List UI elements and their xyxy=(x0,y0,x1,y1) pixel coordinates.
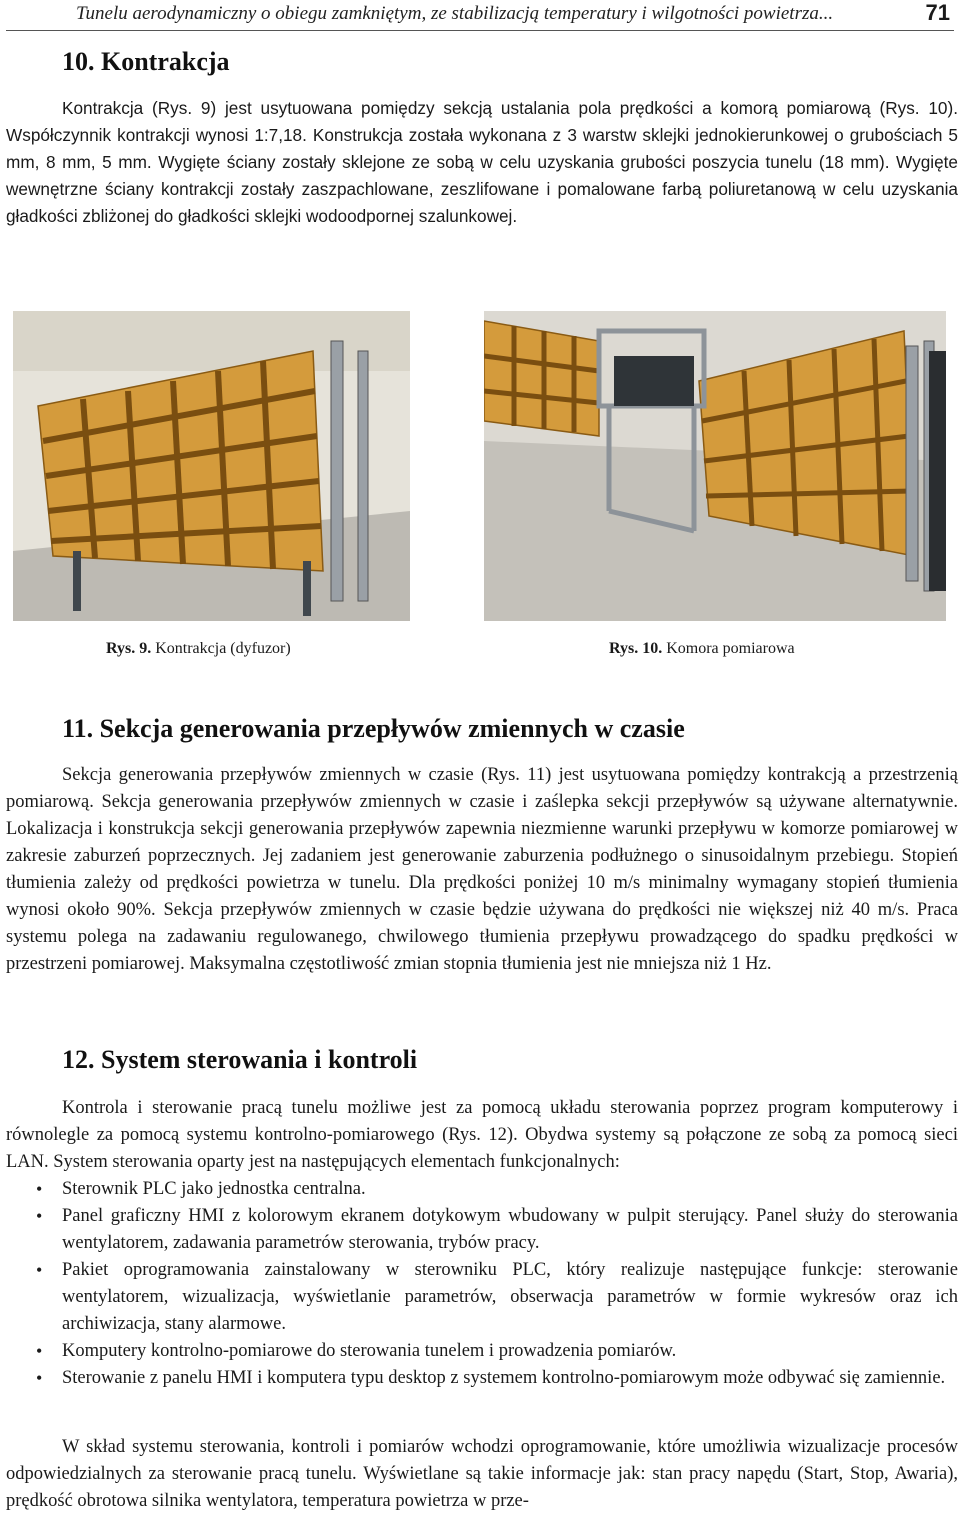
figure-10-text: Komora pomiarowa xyxy=(666,640,795,657)
contraction-photo xyxy=(13,311,410,621)
bullet-icon: • xyxy=(36,1260,43,1280)
list-item-text: Komputery kontrolno-pomiarowe do sterowania tunelem i prowadzenia pomiarów. xyxy=(62,1341,677,1361)
bullet-icon: • xyxy=(36,1341,43,1361)
section-11-paragraph: Sekcja generowania przepływów zmiennych w czasie (Rys. 11) jest usytuowana pomiędzy kontrakcją a przestrzenią pomiarową. Sekcja generowania przepływów zmiennych w czasie i zaślepka sekcji przepływów są używane alternatywnie. Lokalizacja i konstrukcja sekcji generowania przepływów zapewnia niezmienne warunki przepływu w komorze pomiarowej w zakresie zaburzeń poprzecznych. Jej zadaniem jest generowanie zaburzenia podłużnego o sinusoidalnym przebiegu. Stopień tłumienia zależy od prędkości powietrza w tunelu. Dla prędkości poniżej 10 m/s minimalny wymagany stopień tłumienia wynosi około 90%. Sekcja przepływów zmiennych w czasie będzie używana do prędkości nie większej niż 40 m/s. Praca systemu polega na zadawaniu regulowanego, chwilowego tłumienia przepływu prowadzącego do spadku prędkości w przestrzeni pomiarowej. Maksymalna częstotliwość zmian stopnia tłumienia jest nie mniejsza niż 1 Hz. xyxy=(6,765,958,974)
page-number: 71 xyxy=(925,0,950,25)
chamber-photo xyxy=(484,311,946,621)
section-12-heading: 12. System sterowania i kontroli xyxy=(62,1045,418,1074)
bullet-icon: • xyxy=(36,1368,43,1388)
list-item-text: Panel graficzny HMI z kolorowym ekranem dotykowym wbudowany w pulpit sterujący. Panel służy do sterowania wentylatorem, zadawania parametrów sterowania, trybów pracy. xyxy=(62,1206,958,1253)
bullet-icon: • xyxy=(36,1206,43,1226)
figure-10-label: Rys. 10. xyxy=(609,640,663,657)
contraction-photo-drawing xyxy=(13,311,410,621)
figure-9-text: Kontrakcja (dyfuzor) xyxy=(155,640,291,657)
list-item xyxy=(6,1257,958,1338)
section-10-paragraph: Kontrakcja (Rys. 9) jest usytuowana pomiędzy sekcją ustalania pola prędkości a komorą pomiarową (Rys. 10). Współczynnik kontrakcji wynosi 1:7,18. Konstrukcja została wykonana z 3 warstw sklejki jednokierunkowej o grubościach 5 mm, 8 mm, 5 mm. Wygięte ściany zostały sklejone ze sobą w celu uzyskania grubości poszycia tunelu (18 mm). Wygięte wewnętrzne ściany kontrakcji zostały zaszpachlowane, zeszlifowane i pomalowane farbą poliuretanową w celu uzyskania gładkości zbliżonej do gładkości sklejki wodoodpornej szalunkowej. xyxy=(6,98,958,226)
running-header xyxy=(6,0,954,31)
figure-10-caption xyxy=(609,640,795,658)
chamber-photo-drawing xyxy=(484,311,946,621)
figure-9-caption xyxy=(106,640,291,658)
running-title: Tunelu aerodynamiczny o obiegu zamkniętym, ze stabilizacją temperatury i wilgotności powietrza... xyxy=(76,3,834,24)
bullet-icon: • xyxy=(36,1179,43,1199)
section-10-heading: 10. Kontrakcja xyxy=(62,47,230,76)
section-12-paragraph: Kontrola i sterowanie pracą tunelu możliwe jest za pomocą układu sterowania poprzez program komputerowy i równolegle za pomocą systemu kontrolno-pomiarowego (Rys. 12). Obydwa systemy są połączone ze sobą za pomocą sieci LAN. System sterowania oparty jest na następujących elementach funkcjonalnych: xyxy=(6,1098,958,1172)
functional-elements-list xyxy=(6,1176,958,1392)
list-item xyxy=(6,1365,958,1392)
list-item xyxy=(6,1203,958,1257)
section-12-closing-paragraph: W skład systemu sterowania, kontroli i pomiarów wchodzi oprogramowanie, które umożliwia wizualizacje procesów odpowiedzialnych za sterowanie pracą tunelu. Wyświetlane są takie informacje jak: stan pracy napędu (Start, Stop, Awaria), prędkość obrotowa silnika wentylatora, temperatura powietrza w prze- xyxy=(6,1437,958,1511)
section-11-heading: 11. Sekcja generowania przepływów zmiennych w czasie xyxy=(62,714,685,743)
list-item-text: Sterownik PLC jako jednostka centralna. xyxy=(62,1179,366,1199)
list-item-text: Sterowanie z panelu HMI i komputera typu desktop z systemem kontrolno-pomiarowym może odbywać się zamiennie. xyxy=(62,1368,946,1388)
figure-9-label: Rys. 9. xyxy=(106,640,152,657)
list-item xyxy=(6,1338,958,1365)
list-item-text: Pakiet oprogramowania zainstalowany w sterowniku PLC, który realizuje następujące funkcje: sterowanie wentylatorem, wizualizacja, wyświetlanie parametrów, obserwacja parametrów w formie wykresów oraz ich archiwizacja, stany alarmowe. xyxy=(62,1260,958,1334)
list-item xyxy=(6,1176,958,1203)
